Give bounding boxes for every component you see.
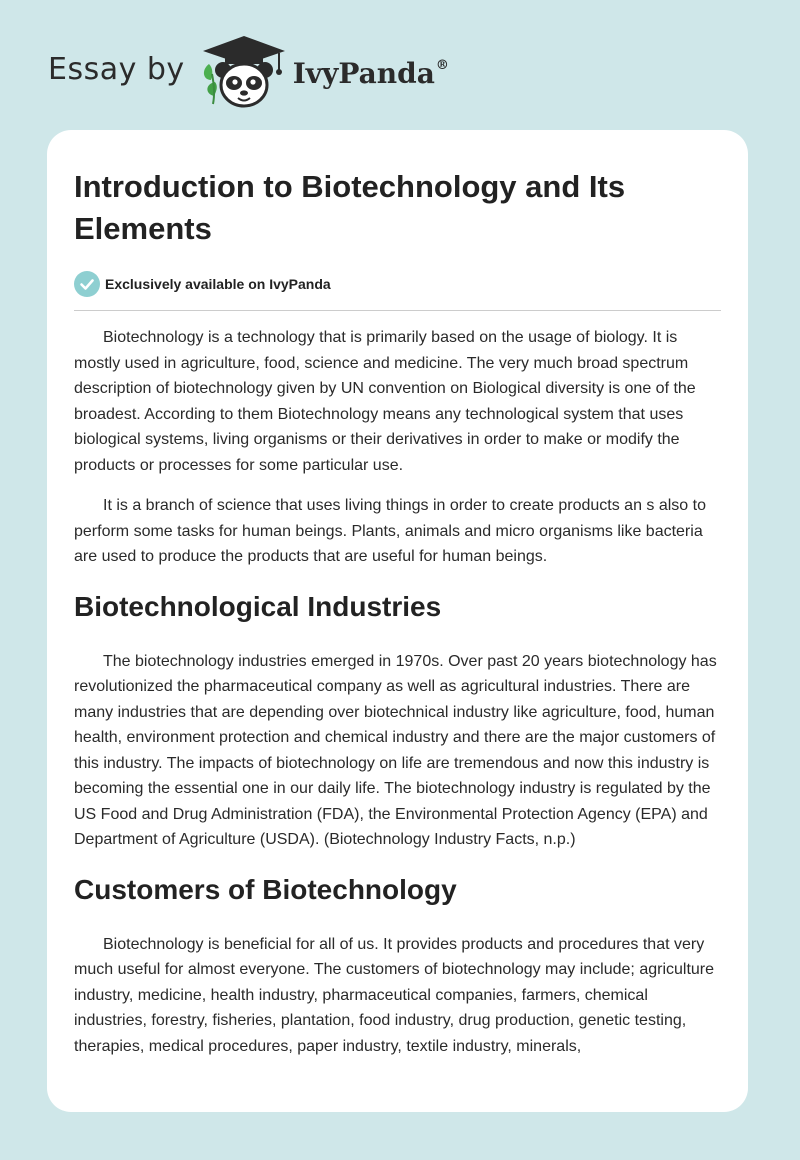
intro-paragraph-1: Biotechnology is a technology that is primarily based on the usage of biology. It is mostly used in agriculture, food, science and medicine. The very much broad spectrum description of biotechnology given by UN convention on Biological diversity is one of the broadest. According to them Biotechnology means any technological system that uses biological systems, living organisms or their derivatives in order to make or modify the products or processes for some particular use. [74, 329, 696, 474]
section-paragraph-industries: The biotechnology industries emerged in 1970s. Over past 20 years biotechnology has revolutionized the pharmaceutical company as well as agricultural industries. There are many industries that are depending over biotechnical industry like agriculture, food, human health, environment protection and chemical industry and there are the major customers of this industry. The impacts of biotechnology on life are tremendous and now this industry is becoming the essential one in our daily life. The biotechnology industry is regulated by the US Food and Drug Administration (FDA), the Environmental Protection Agency (EPA) and Department of Agriculture (USDA). (Biotechnology Industry Facts, n.p.) [74, 652, 717, 848]
brand-name-text: IvyPanda [292, 56, 435, 90]
exclusive-badge-label: Exclusively available on IvyPanda [105, 276, 331, 292]
section-heading-industries: Biotechnological Industries [74, 590, 442, 622]
title-divider [74, 310, 721, 311]
essay-title: Introduction to Biotechnology and Its Elements [74, 169, 626, 246]
brand-name [293, 57, 449, 90]
essay-by-label: Essay by [48, 51, 185, 87]
site-header [48, 34, 449, 110]
intro-paragraph-2: It is a branch of science that uses living things in order to create products an s also to perform some tasks for human beings. Plants, animals and micro organisms like bacteria are used to produce the products that are useful for human beings. [74, 497, 706, 565]
section-paragraph-customers: Biotechnology is beneficial for all of us. It provides products and procedures that very much useful for almost everyone. The customers of biotechnology may include; agriculture industry, medicine, health industry, pharmaceutical companies, farmers, chemical industries, forestry, fisheries, plantation, food industry, drug production, genetic testing, therapies, medical procedures, paper industry, textile industry, minerals, [74, 935, 715, 1055]
section-heading-customers: Customers of Biotechnology [74, 873, 457, 905]
registered-mark: ® [435, 57, 449, 73]
essay-card [47, 130, 748, 1112]
exclusive-badge [74, 270, 721, 298]
check-circle-icon [74, 271, 100, 297]
panda-graduate-icon [199, 34, 289, 110]
